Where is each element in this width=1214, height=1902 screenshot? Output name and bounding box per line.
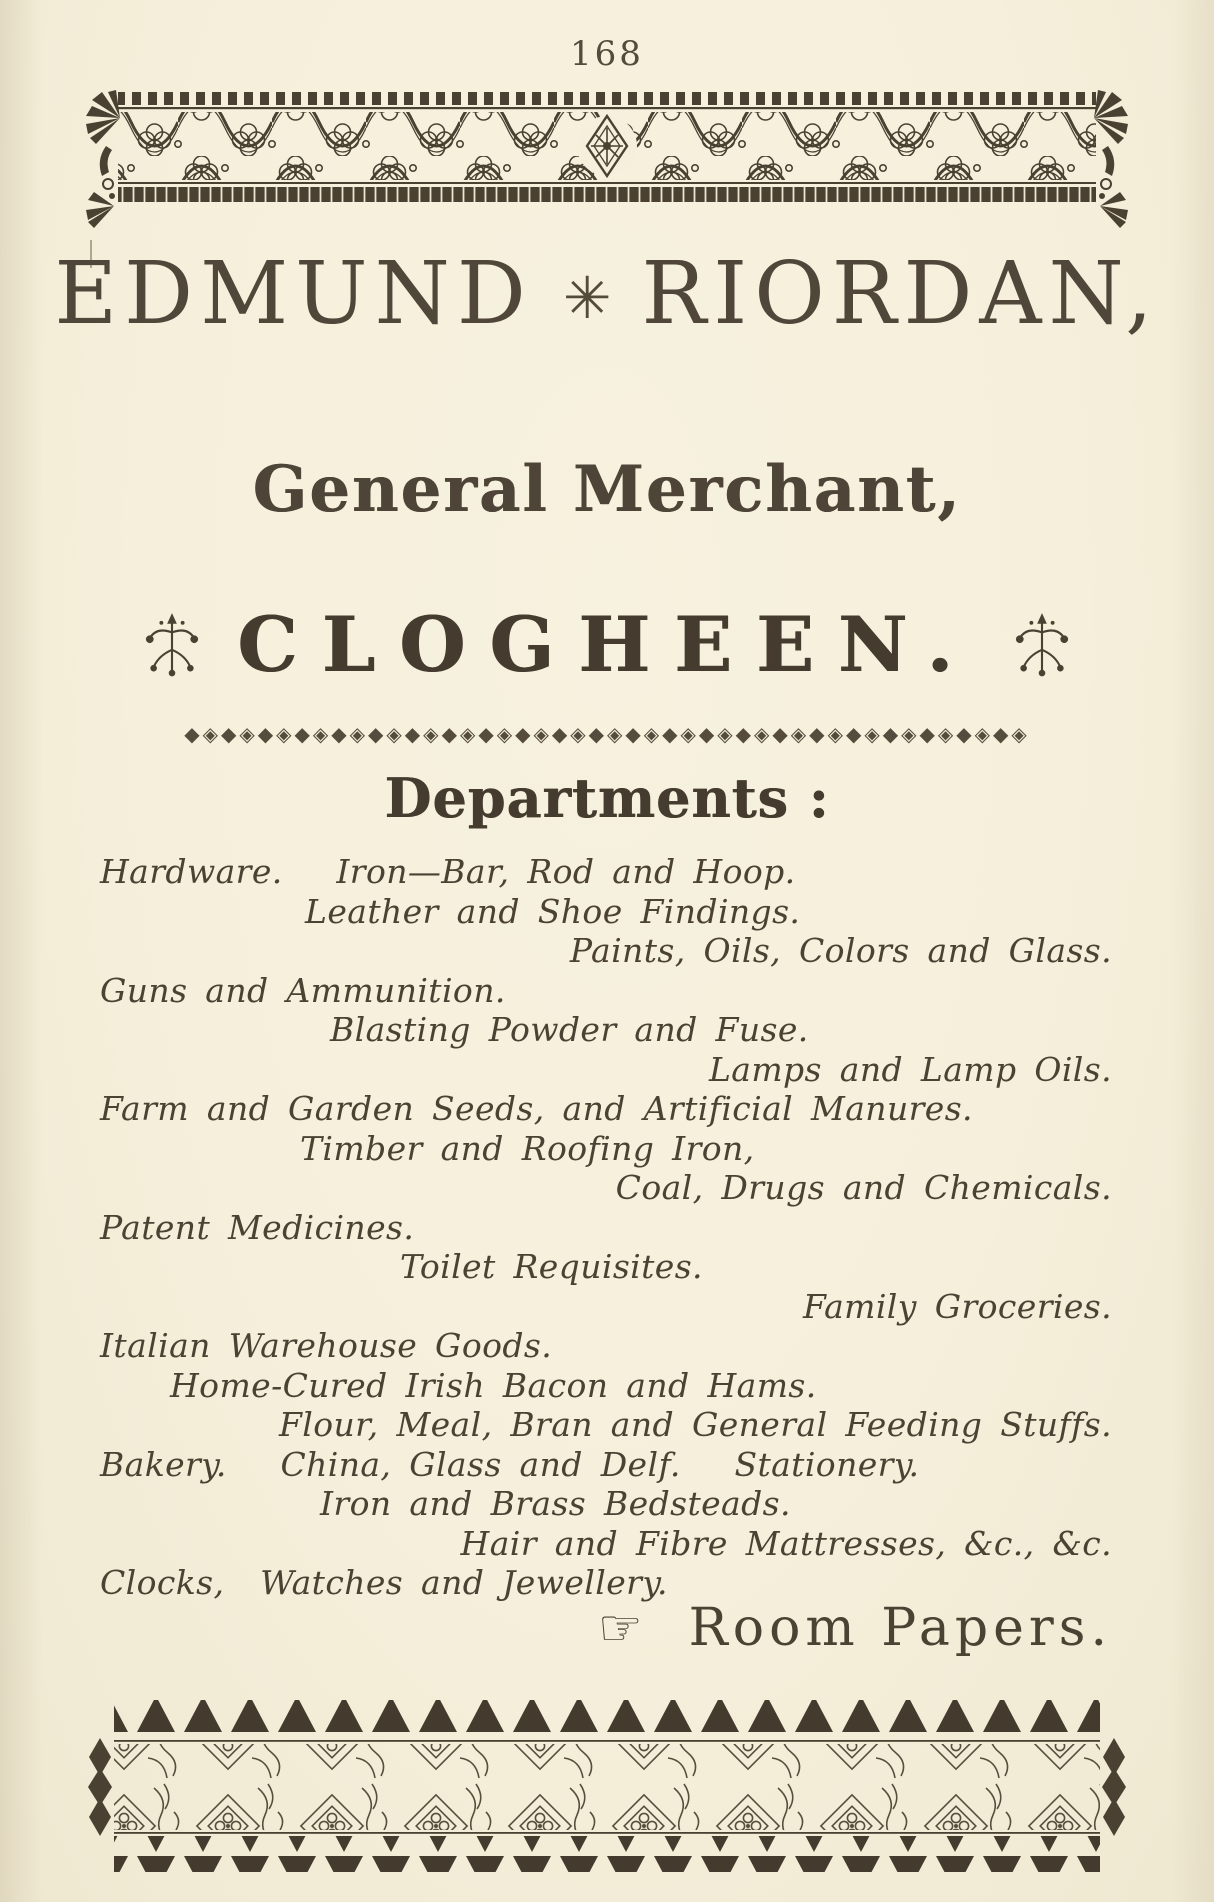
- department-line: Lamps and Lamp Oils.: [708, 1049, 1112, 1089]
- department-line: Guns and Ammunition.: [100, 970, 506, 1010]
- merchant-last-name: RIORDAN,: [641, 244, 1160, 344]
- department-line: Blasting Powder and Fuse.: [330, 1010, 809, 1049]
- town-name: CLOGHEEN.: [237, 600, 977, 689]
- border-left-diamonds: [88, 1738, 112, 1836]
- department-line: Iron and Brass Bedsteads.: [320, 1484, 791, 1523]
- department-line: Hair and Fibre Mattresses, &c., &c.: [460, 1523, 1112, 1563]
- manicule-icon: ☞: [597, 1599, 643, 1657]
- department-line: Paints, Oils, Colors and Glass.: [569, 931, 1112, 970]
- room-papers-text: Room Papers.: [688, 1598, 1112, 1658]
- merchant-first-name: EDMUND: [54, 244, 533, 344]
- merchant-subtitle: General Merchant,: [252, 452, 962, 527]
- department-line: Italian Warehouse Goods.: [100, 1326, 553, 1365]
- merchant-name-title: [0, 244, 1214, 344]
- top-ornamental-border-icon: [84, 88, 1130, 238]
- rosette-icon: [577, 116, 637, 176]
- department-line: Family Groceries.: [803, 1286, 1112, 1326]
- fleuron-left-icon: [143, 612, 201, 678]
- department-line: Clocks, Watches and Jewellery.: [100, 1563, 668, 1602]
- room-papers-callout: [100, 1598, 1112, 1658]
- department-line: Leather and Shoe Findings.: [305, 891, 801, 931]
- department-line: Home-Cured Irish Bacon and Hams.: [170, 1365, 817, 1405]
- department-line: Toilet Requisites.: [400, 1247, 703, 1286]
- bottom-ornamental-border-icon: [86, 1694, 1128, 1880]
- diamond-divider-icon: ◆◈◆◈◆◈◆◈◆◈◆◈◆◈◆◈◆◈◆◈◆◈◆◈◆◈◆◈◆◈◆◈◆◈◆◈◆◈◆◈◆◈◆◈◆◈: [184, 722, 1030, 746]
- department-line: Hardware. Iron—Bar, Rod and Hoop.: [100, 852, 796, 891]
- department-line: Timber and Roofing Iron,: [300, 1128, 755, 1168]
- department-line: Coal, Drugs and Chemicals.: [615, 1168, 1112, 1207]
- departments-list: [100, 852, 1112, 1603]
- town-row: [0, 600, 1214, 689]
- department-line: Farm and Garden Seeds, and Artificial Manures.: [100, 1089, 973, 1128]
- fleuron-right-icon: [1013, 612, 1071, 678]
- star-ornament-icon: ✳: [562, 264, 612, 332]
- department-line: Bakery. China, Glass and Delf. Stationery.: [100, 1444, 920, 1484]
- page-number: 168: [570, 34, 644, 74]
- department-line: Patent Medicines.: [100, 1207, 415, 1247]
- department-line: Flour, Meal, Bran and General Feeding Stuffs.: [278, 1405, 1112, 1444]
- departments-heading: Departments :: [384, 766, 830, 830]
- border-right-diamonds: [1102, 1738, 1126, 1836]
